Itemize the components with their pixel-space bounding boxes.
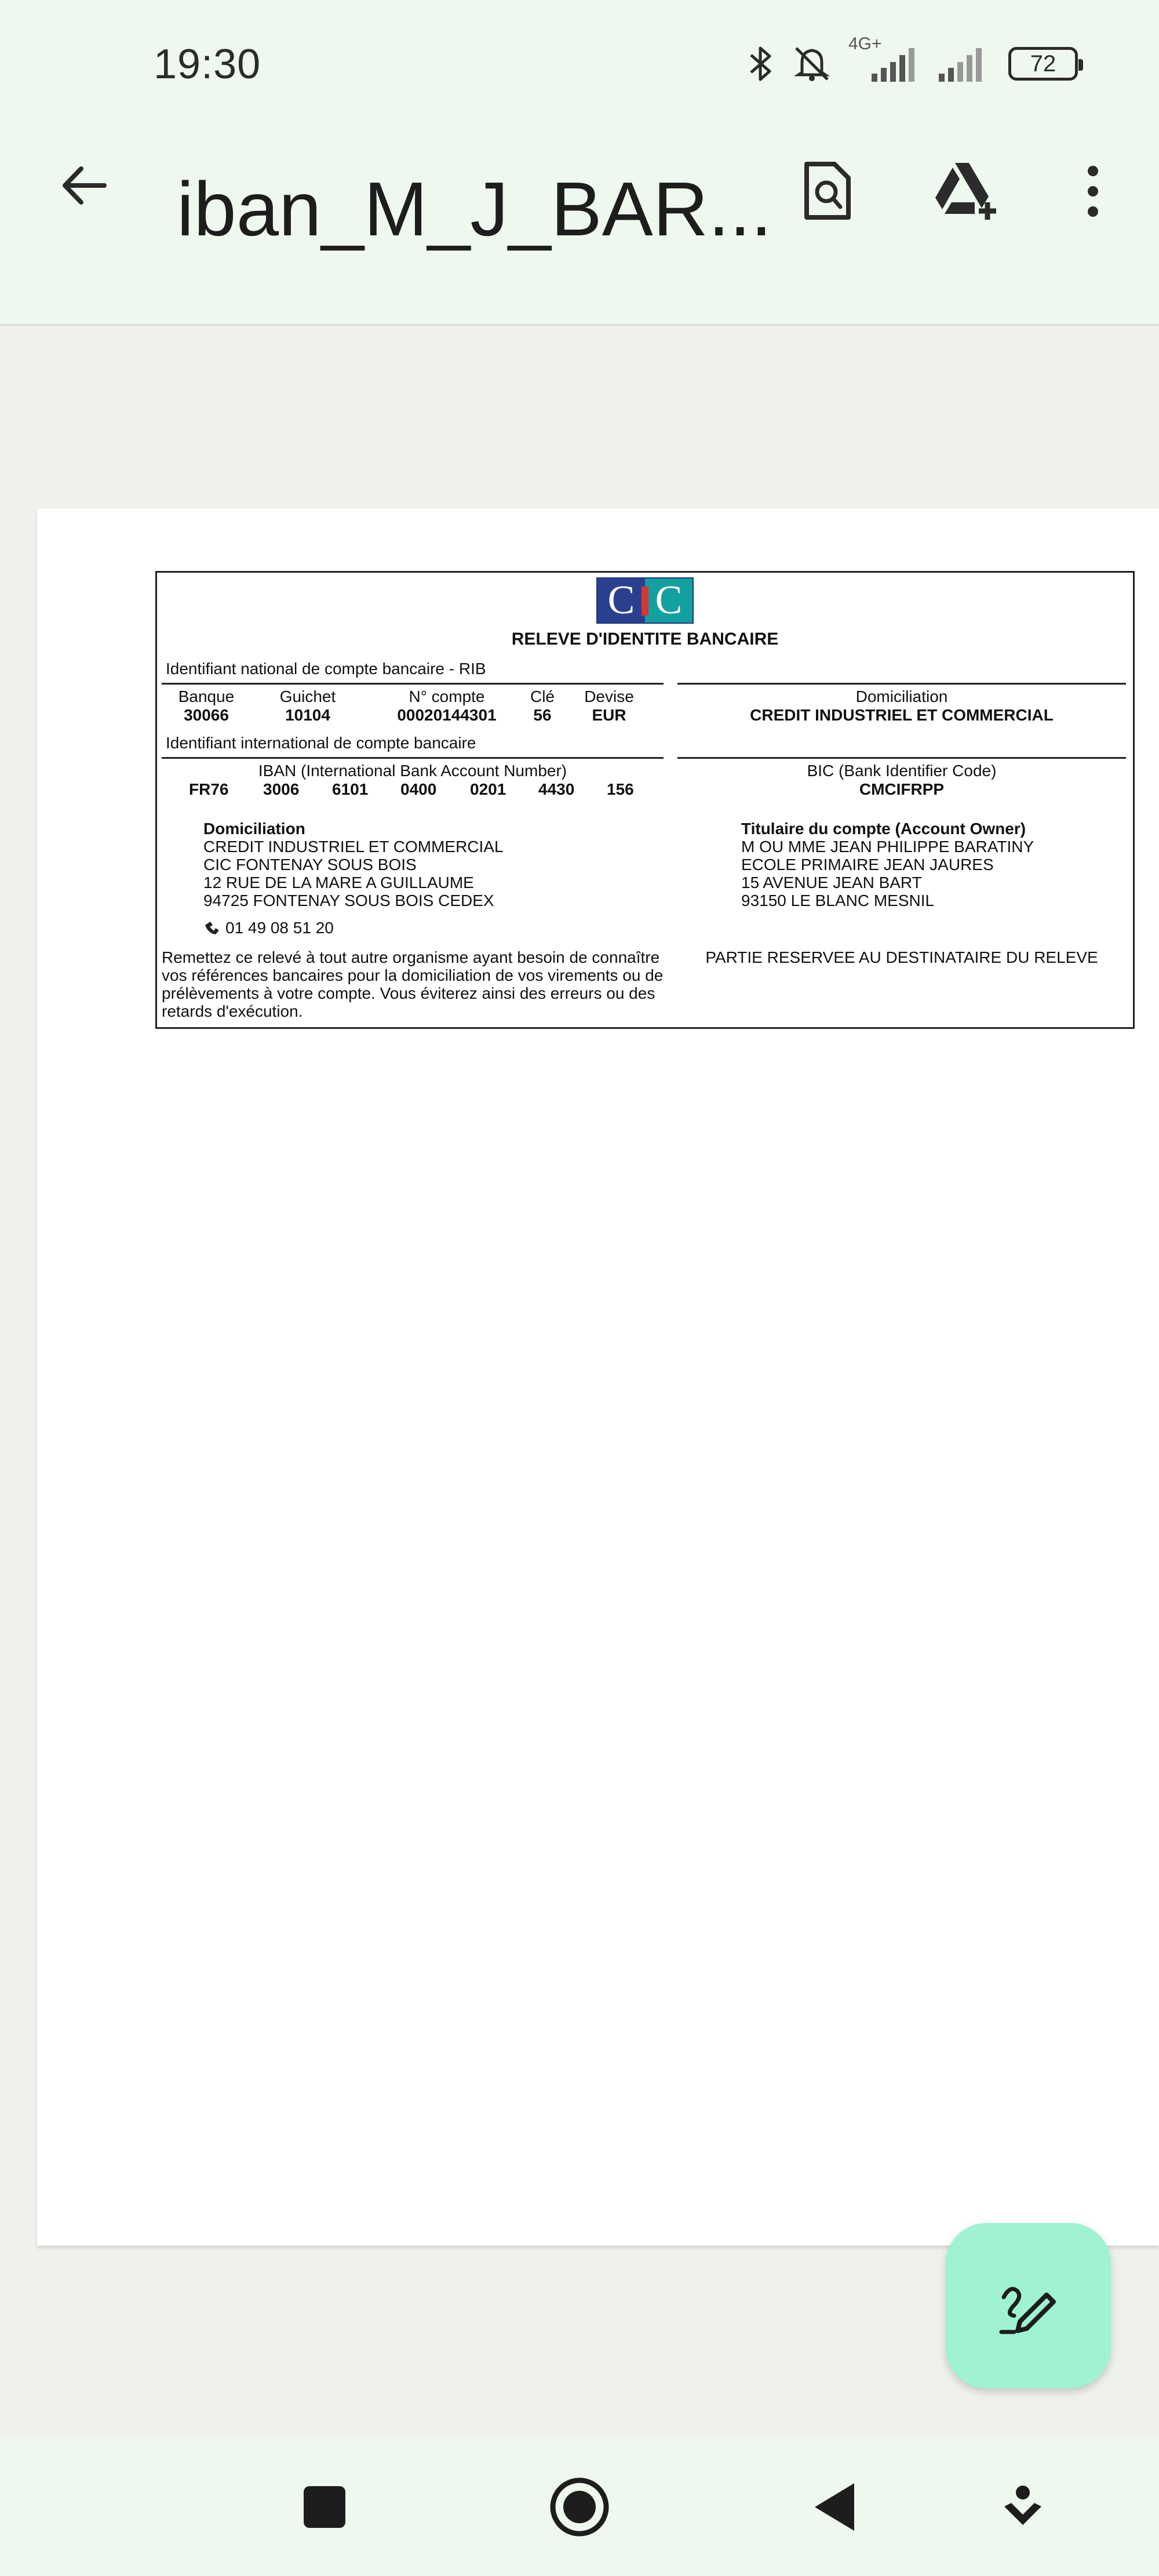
domicile-line: CIC FONTENAY SOUS BOIS bbox=[203, 856, 417, 874]
network-type: 4G+ bbox=[848, 34, 882, 53]
status-bar bbox=[0, 0, 1159, 128]
battery-level: 72 bbox=[1030, 50, 1056, 77]
owner-line: 15 AVENUE JEAN BART bbox=[741, 874, 922, 892]
edit-sign-icon bbox=[997, 2274, 1060, 2338]
search-document-button[interactable] bbox=[792, 157, 862, 226]
domicile-phone-row bbox=[203, 919, 334, 937]
iban-part: 0400 bbox=[400, 780, 437, 798]
divider bbox=[677, 757, 1126, 759]
notice-line: Remettez ce relevé à tout autre organisme ayant besoin de connaître bbox=[162, 948, 660, 966]
bic-value: CMCIFRPP bbox=[859, 780, 945, 798]
banque-label: Banque bbox=[178, 687, 235, 705]
domicile-line: CREDIT INDUSTRIEL ET COMMERCIAL bbox=[203, 838, 504, 856]
arrow-back-icon bbox=[58, 159, 110, 212]
domicile-heading: Domiciliation bbox=[203, 820, 305, 838]
international-id-label: Identifiant international de compte bancaire bbox=[166, 734, 476, 752]
iban-part: 4430 bbox=[538, 780, 575, 798]
home-button[interactable] bbox=[542, 2469, 617, 2545]
back-nav-button[interactable] bbox=[797, 2469, 872, 2545]
domicile-phone: 01 49 08 51 20 bbox=[225, 919, 334, 937]
assistant-button[interactable] bbox=[985, 2469, 1060, 2545]
back-triangle-icon bbox=[811, 2481, 858, 2533]
cic-logo: C C bbox=[596, 577, 694, 624]
iban-part: FR76 bbox=[189, 780, 229, 798]
iban-part: 6101 bbox=[332, 780, 369, 798]
bluetooth-icon bbox=[746, 43, 775, 84]
more-vert-icon bbox=[1084, 162, 1102, 220]
signal-icon bbox=[934, 43, 992, 84]
iban-part: 156 bbox=[607, 780, 634, 798]
compte-label: N° compte bbox=[409, 687, 485, 705]
rib-document bbox=[155, 571, 1135, 1029]
phone-icon bbox=[203, 920, 221, 936]
owner-line: 93150 LE BLANC MESNIL bbox=[741, 892, 935, 909]
guichet-value: 10104 bbox=[285, 706, 330, 724]
owner-line: ECOLE PRIMAIRE JEAN JAURES bbox=[741, 856, 994, 874]
document-title: iban_M_J_BAR... bbox=[177, 166, 772, 252]
divider bbox=[677, 683, 1126, 685]
devise-label: Devise bbox=[584, 687, 634, 705]
app-bar bbox=[0, 110, 1159, 326]
compte-value: 00020144301 bbox=[397, 706, 497, 724]
iban-part: 0201 bbox=[470, 780, 506, 798]
domiciliation-value: CREDIT INDUSTRIEL ET COMMERCIAL bbox=[750, 706, 1054, 724]
iban-part: 3006 bbox=[263, 780, 300, 798]
reserved-label: PARTIE RESERVEE AU DESTINATAIRE DU RELEVE bbox=[705, 948, 1098, 966]
back-button[interactable] bbox=[52, 154, 116, 217]
divider bbox=[162, 683, 664, 685]
battery-icon bbox=[1008, 47, 1078, 81]
notice-line: vos références bancaires pour la domiciliation de vos virements ou de bbox=[162, 966, 664, 984]
home-circle-icon bbox=[548, 2475, 611, 2539]
domicile-line: 94725 FONTENAY SOUS BOIS CEDEX bbox=[203, 892, 494, 909]
recents-button[interactable] bbox=[287, 2469, 362, 2545]
banque-value: 30066 bbox=[184, 706, 229, 724]
recents-square-icon bbox=[301, 2484, 348, 2530]
divider bbox=[162, 757, 664, 759]
status-time: 19:30 bbox=[154, 41, 261, 88]
rib-title: RELEVE D'IDENTITE BANCAIRE bbox=[511, 630, 779, 649]
signal-4g-icon bbox=[848, 34, 918, 84]
cle-value: 56 bbox=[533, 706, 552, 724]
notice-line: retards d'exécution. bbox=[162, 1002, 303, 1020]
drive-add-icon bbox=[933, 159, 1003, 223]
owner-line: M OU MME JEAN PHILIPPE BARATINY bbox=[741, 838, 1034, 856]
search-document-icon bbox=[801, 159, 853, 223]
system-nav-bar bbox=[0, 2437, 1159, 2576]
domicile-line: 12 RUE DE LA MARE A GUILLAUME bbox=[203, 874, 474, 892]
domiciliation-label: Domiciliation bbox=[855, 687, 948, 705]
devise-value: EUR bbox=[592, 706, 626, 724]
bell-off-icon bbox=[792, 43, 832, 84]
annotate-fab[interactable] bbox=[946, 2223, 1111, 2388]
more-options-button[interactable] bbox=[1058, 157, 1128, 226]
add-to-drive-button[interactable] bbox=[933, 157, 1003, 226]
status-icons bbox=[746, 34, 1078, 87]
iban-label: IBAN (International Bank Account Number) bbox=[258, 762, 567, 780]
cle-label: Clé bbox=[530, 687, 555, 705]
national-id-label: Identifiant national de compte bancaire - RIB bbox=[166, 660, 486, 678]
guichet-label: Guichet bbox=[279, 687, 336, 705]
notice-line: prélèvements à votre compte. Vous éviterez ainsi des erreurs ou des bbox=[162, 984, 655, 1002]
owner-heading: Titulaire du compte (Account Owner) bbox=[741, 820, 1026, 838]
bic-label: BIC (Bank Identifier Code) bbox=[807, 762, 997, 780]
assistant-down-icon bbox=[1000, 2481, 1046, 2533]
